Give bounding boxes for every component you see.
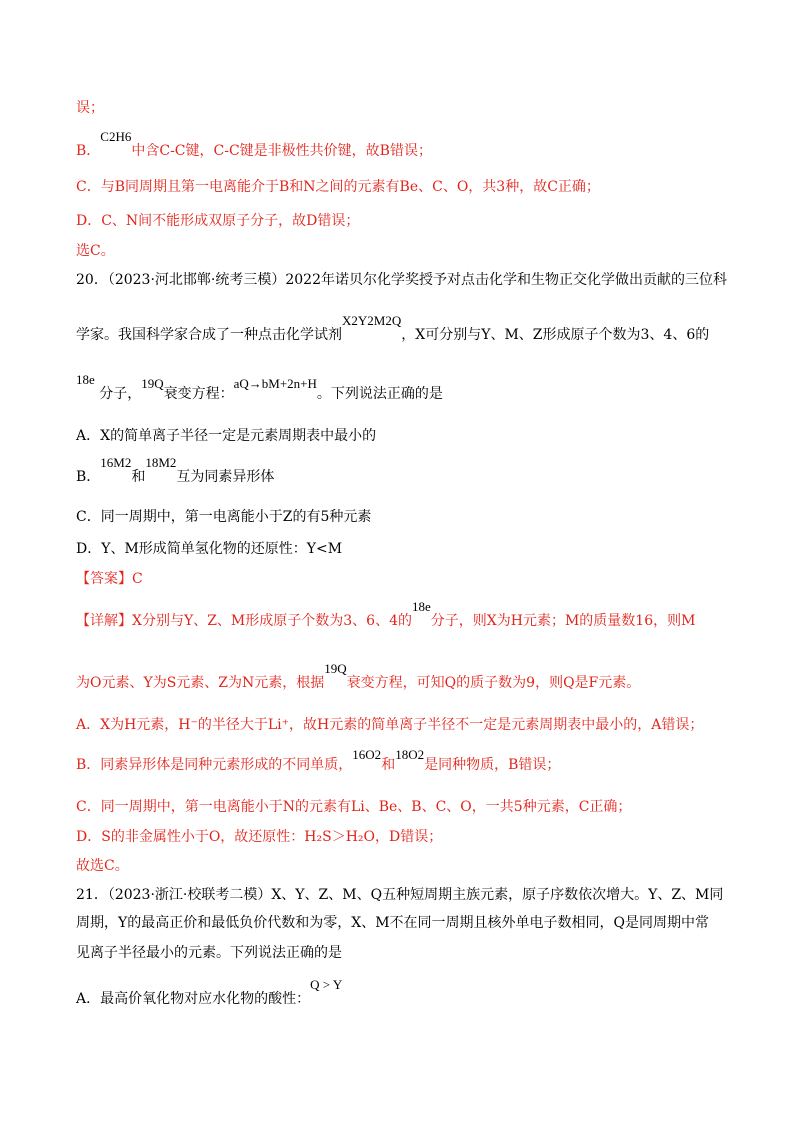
option-d: D．Y、M形成简单氢化物的还原性：Y<M bbox=[76, 541, 343, 557]
question-21-line-2: 周期，Y的最高正价和最低负价代数和为零，X、M不在同一周期且核外单电子数相同，Q是同周期中常 bbox=[76, 915, 710, 931]
formula-16o2: 16O2 bbox=[352, 747, 382, 762]
line-05: 选C。 bbox=[76, 243, 115, 259]
explanation-line-2: 为O元素、Y为S元素、Z为N元素，根据19Q衰变方程，可知Q的质子数为9，则Q是F元素。 bbox=[76, 661, 641, 691]
formula-q-gt-y: Q > Y bbox=[310, 977, 343, 992]
option-a: A．X的简单离子半径一定是元素周期表中最小的 bbox=[76, 428, 377, 444]
formula-16m2: 16M2 bbox=[100, 455, 132, 470]
question-21-line-1: 21．（2023·浙江·校联考二模）X、Y、Z、M、Q五种短周期主族元素，原子序数依次增大。Y、Z、M同 bbox=[76, 887, 724, 903]
line-04: D．C、N间不能形成双原子分子，故D错误； bbox=[76, 213, 360, 229]
line-02: B．C2H6中含C-C键，C-C键是非极性共价键，故B错误； bbox=[76, 129, 432, 159]
explanation-a: A．X为H元素，H⁻的半径大于Li⁺，故H元素的简单离子半径不一定是元素周期表中最小的，A错误； bbox=[76, 717, 704, 733]
explanation-b: B．同素异形体是同种元素形成的不同单质，16O2和18O2是同种物质，B错误； bbox=[76, 747, 561, 773]
explanation-d: D．S的非金属性小于O，故还原性：H₂S＞H₂O，D错误； bbox=[76, 829, 443, 845]
formula-x2y2m2q: X2Y2M2Q bbox=[342, 313, 402, 328]
formula-18o2: 18O2 bbox=[395, 747, 425, 762]
explanation-line-1: 【详解】X分别与Y、Z、M形成原子个数为3、6、4的18e分子，则X为H元素；M的质量数16，则M bbox=[76, 599, 696, 629]
explanation-conclusion: 故选C。 bbox=[76, 858, 129, 874]
option-a-21: A．最高价氧化物对应水化物的酸性：Q > Y bbox=[76, 977, 343, 1007]
formula-18m2: 18M2 bbox=[145, 455, 177, 470]
question-20-line-2: 学家。我国科学家合成了一种点击化学试剂X2Y2M2Q，X可分别与Y、M、Z形成原子个数为3、4、6的 bbox=[76, 313, 710, 343]
line-03: C．与B同周期且第一电离能介于B和N之间的元素有Be、C、O，共3种，故C正确； bbox=[76, 179, 600, 195]
option-c: C．同一周期中，第一电离能小于Z的有5种元素 bbox=[76, 509, 372, 525]
decay-equation: aQ→bM+2n+H bbox=[233, 376, 317, 391]
question-20-line-1: 20．（2023·河北邯郸·统考三模）2022年诺贝尔化学奖授予对点击化学和生物正交化学做出贡献的三位科 bbox=[76, 272, 727, 288]
formula-19q-2: 19Q bbox=[324, 661, 347, 676]
question-20-line-3: 18e 分子，19Q衰变方程：aQ→bM+2n+H。下列说法正确的是 bbox=[76, 372, 443, 402]
formula-c2h6: C2H6 bbox=[100, 129, 132, 144]
line-01: 误； bbox=[76, 100, 104, 116]
option-b: B．16M2和18M2互为同素异形体 bbox=[76, 455, 275, 485]
formula-18e: 18e bbox=[76, 372, 95, 387]
formula-18e-2: 18e bbox=[412, 599, 431, 614]
question-21-line-3: 见离子半径最小的元素。下列说法正确的是 bbox=[76, 945, 342, 961]
formula-19q: 19Q bbox=[141, 376, 164, 391]
answer-label: 【答案】C bbox=[76, 571, 143, 587]
explanation-c: C．同一周期中，第一电离能小于N的元素有Li、Be、B、C、O，一共5种元素，C正确； bbox=[76, 799, 632, 815]
